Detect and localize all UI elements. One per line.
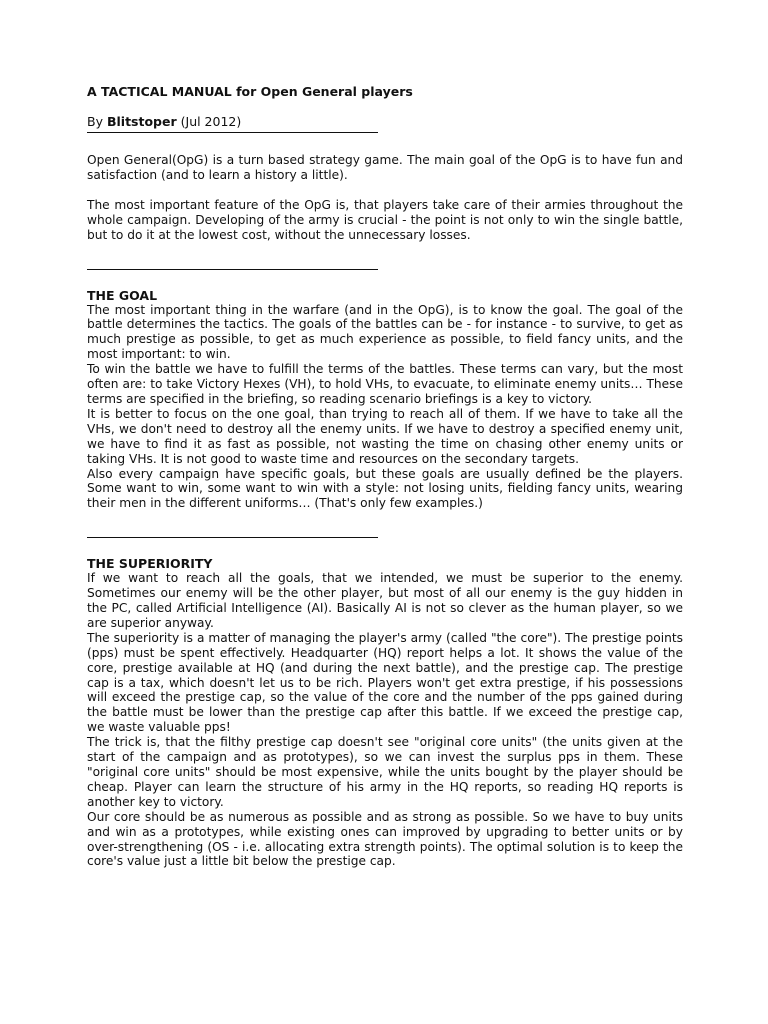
byline — [87, 114, 683, 130]
divider-rule — [87, 537, 378, 538]
section-paragraph: If we want to reach all the goals, that we intended, we must be superior to the enemy. Sometimes our enemy will be the other player, but most of all our enemy is the guy hidden in the PC, called Artificial Intelligence (AI). Basically AI is not so clever as the human player, so we are superior anyway. — [87, 571, 683, 630]
intro-paragraph: Open General(OpG) is a turn based strategy game. The main goal of the OpG is to have fun and satisfaction (and to learn a history a little). — [87, 153, 683, 182]
section-heading-superiority: THE SUPERIORITY — [87, 556, 213, 572]
divider-rule — [87, 132, 378, 133]
section-paragraph: To win the battle we have to fulfill the terms of the battles. These terms can vary, but the most often are: to take Victory Hexes (VH), to hold VHs, to evacuate, to eliminate enemy units… These terms are specified in the briefing, so reading scenario briefings is a key to victory. — [87, 362, 683, 406]
byline-date: (Jul 2012) — [180, 114, 242, 129]
intro-paragraph: The most important feature of the OpG is, that players take care of their armies throughout the whole campaign. Developing of the army is crucial - the point is not only to win the single battle, but to do it at the lowest cost, without the unnecessary losses. — [87, 197, 683, 242]
section-heading-goal: THE GOAL — [87, 287, 158, 303]
section-paragraph: Our core should be as numerous as possible and as strong as possible. So we have to buy units and win as a prototypes, while existing ones can improved by upgrading to better units or by over-strengthening (OS - i.e. allocating extra strength points). The optimal solution is to keep the core's value just a little bit below the prestige cap. — [87, 809, 683, 869]
section-paragraph: The trick is, that the filthy prestige cap doesn't see "original core units" (the units given at the start of the campaign and as prototypes), so we can invest the surplus pps in them. These "original core units" should be most expensive, while the units bought by the player should be cheap. Player can learn the structure of his army in the HQ reports, so reading HQ reports is another key to victory. — [87, 735, 683, 809]
section-paragraph: The superiority is a matter of managing the player's army (called "the core"). The prestige points (pps) must be spent effectively. Headquarter (HQ) report helps a lot. It shows the value of the core, prestige available at HQ (and during the next battle), and the prestige cap. The prestige cap is a tax, which doesn't let us to be rich. Players won't get extra prestige, if his possessions will exceed the prestige cap, so the value of the core and the number of the pps gained during the battle must be lower than the prestige cap after this battle. If we exceed the prestige cap, we waste valuable pps! — [87, 630, 683, 735]
divider-rule — [87, 269, 378, 270]
byline-prefix: By — [87, 114, 103, 129]
byline-author: Blitstoper — [106, 114, 177, 129]
section-paragraph: It is better to focus on the one goal, than trying to reach all of them. If we have to take all the VHs, we don't need to destroy all the enemy units. If we have to destroy a specified enemy unit, we have to find it as fast as possible, not wasting the time on chasing other enemy units or taking VHs. It is not good to waste time and resources on the secondary targets. — [87, 406, 683, 466]
document-content — [87, 84, 683, 869]
section-paragraph: Also every campaign have specific goals, but these goals are usually defined be the players. Some want to win, some want to win with a style: not losing units, fielding fancy units, wearing their men in the different uniforms… (That's only few examples.) — [87, 466, 683, 511]
section-paragraph: The most important thing in the warfare (and in the OpG), is to know the goal. The goal of the battle determines the tactics. The goals of the battles can be - for instance - to survive, to get as much prestige as possible, to get as much experience as possible, to field fancy units, and the most important: to win. — [87, 302, 683, 362]
document-title: A TACTICAL MANUAL for Open General players — [87, 84, 413, 99]
